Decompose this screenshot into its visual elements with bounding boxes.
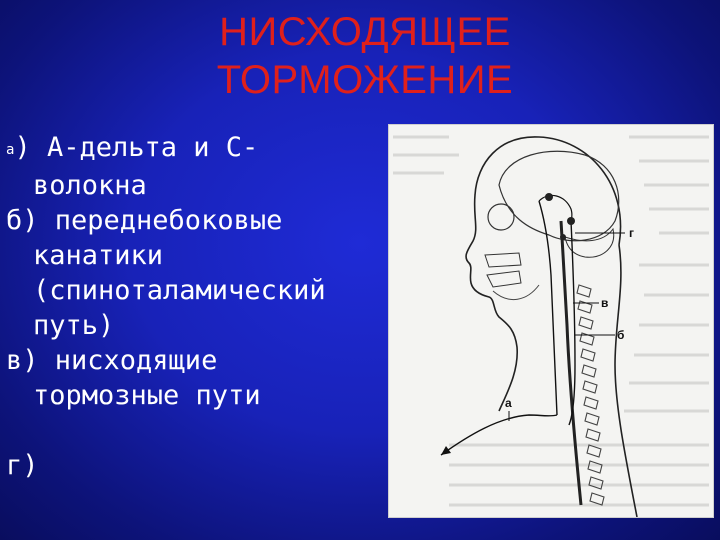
label-v: в <box>601 296 609 310</box>
anatomy-figure <box>388 124 714 518</box>
list-item-b-cont-1: канатики <box>33 240 164 271</box>
background-text-lines <box>393 137 709 505</box>
thalamic-loop <box>539 195 572 221</box>
brain-outline <box>499 151 619 241</box>
thalamus-node <box>545 193 553 201</box>
lower-teeth <box>487 271 521 287</box>
slide-title <box>160 8 570 104</box>
medulla-node <box>560 234 566 240</box>
item-a-text: ) А-дельта и С- <box>14 132 259 163</box>
title-line-2: ТОРМОЖЕНИЕ <box>216 58 514 102</box>
afferent-arrow-icon <box>441 446 451 455</box>
label-b: б <box>617 328 625 342</box>
list-item-a <box>6 130 326 168</box>
list-item-b: б) переднебоковые <box>6 205 283 236</box>
upper-teeth <box>485 253 521 267</box>
list-item-a-cont: волокна <box>33 170 147 201</box>
list-item-c: в) нисходящие <box>6 345 218 376</box>
list-item-b-cont-2: (спиноталамический <box>33 275 326 306</box>
head-outline <box>466 137 621 411</box>
vertebrae <box>577 285 604 505</box>
label-g: г <box>629 226 634 240</box>
afferent-fiber <box>441 415 557 455</box>
list-item-c-cont: тормозные пути <box>33 380 261 411</box>
label-a: а <box>505 396 512 410</box>
list-item-d: г) <box>6 450 39 481</box>
descending-inhibition-diagram <box>389 125 713 517</box>
list-item-b-cont-3: путь) <box>33 310 115 341</box>
item-a-marker: а <box>6 142 15 158</box>
pathway-list <box>6 130 326 483</box>
eye-orbit <box>488 204 514 230</box>
spinal-cord <box>561 221 581 505</box>
neck-back-outline <box>615 245 637 517</box>
title-line-1: НИСХОДЯЩЕЕ <box>219 10 511 54</box>
brainstem-node <box>567 217 575 225</box>
jaw-line <box>493 285 539 300</box>
